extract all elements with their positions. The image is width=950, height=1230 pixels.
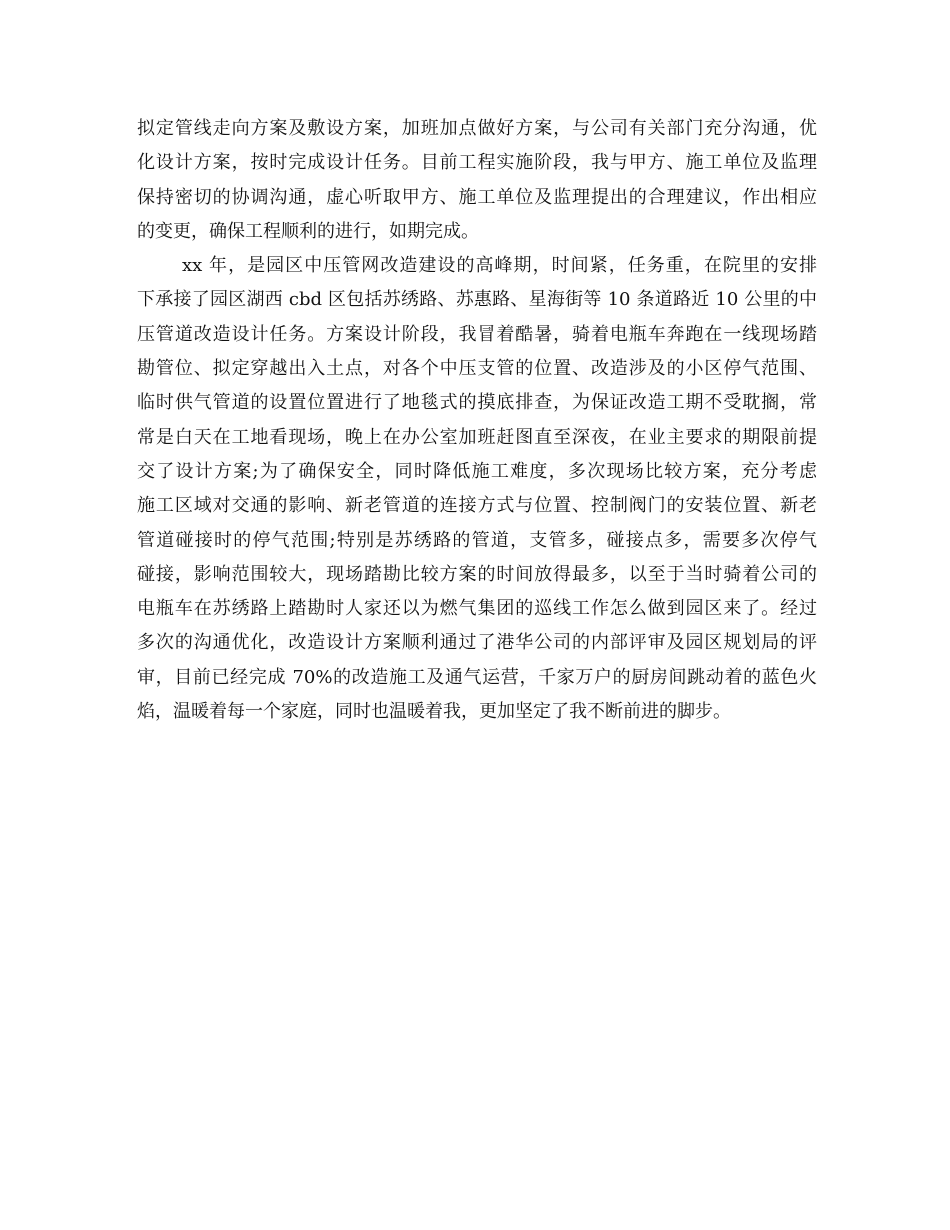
text-line: 勘管位、拟定穿越出入土点，对各个中压支管的位置、改造涉及的小区停气范围、: [137, 358, 817, 380]
text-line: 碰接，影响范围较大，现场踏勘比较方案的时间放得最多，以至于当时骑着公司的: [137, 563, 817, 585]
paragraph-1: [137, 112, 817, 249]
paragraph-2: [137, 249, 817, 729]
text-line: 施工区域对交通的影响、新老管道的连接方式与位置、控制阀门的安装位置、新老: [137, 495, 817, 517]
text-line: 拟定管线走向方案及敷设方案，加班加点做好方案，与公司有关部门充分沟通，优: [137, 118, 817, 139]
text-line: 的变更，确保工程顺利的进行，如期完成。: [137, 220, 479, 242]
text-line: xx 年，是园区中压管网改造建设的高峰期，时间紧，任务重，在院里的安排: [182, 255, 817, 277]
text-line: 临时供气管道的设置位置进行了地毯式的摸底排查，为保证改造工期不受耽搁，常: [137, 392, 817, 414]
text-line: 焰，温暖着每一个家庭，同时也温暖着我，更加坚定了我不断前进的脚步。: [137, 701, 731, 723]
text-line: 常是白天在工地看现场，晚上在办公室加班赶图直至深夜，在业主要求的期限前提: [137, 426, 817, 448]
text-line: 多次的沟通优化，改造设计方案顺利通过了港华公司的内部评审及园区规划局的评: [137, 632, 817, 654]
text-line: 化设计方案，按时完成设计任务。目前工程实施阶段，我与甲方、施工单位及监理: [137, 152, 817, 174]
text-line: 交了设计方案;为了确保安全，同时降低施工难度，多次现场比较方案，充分考虑: [137, 460, 817, 482]
text-line: 电瓶车在苏绣路上踏勘时人家还以为燃气集团的巡线工作怎么做到园区来了。经过: [137, 598, 817, 620]
text-line: 下承接了园区湖西 cbd 区包括苏绣路、苏惠路、星海街等 10 条道路近 10 公里的中: [137, 289, 817, 311]
text-line: 压管道改造设计任务。方案设计阶段，我冒着酷暑，骑着电瓶车奔跑在一线现场踏: [137, 323, 817, 345]
text-line: 管道碰接时的停气范围;特别是苏绣路的管道，支管多，碰接点多，需要多次停气: [137, 529, 817, 551]
text-line: 保持密切的协调沟通，虚心听取甲方、施工单位及监理提出的合理建议，作出相应: [137, 186, 817, 208]
document-body: [137, 112, 817, 729]
text-line: 审，目前已经完成 70%的改造施工及通气运营，千家万户的厨房间跳动着的蓝色火: [137, 666, 817, 688]
